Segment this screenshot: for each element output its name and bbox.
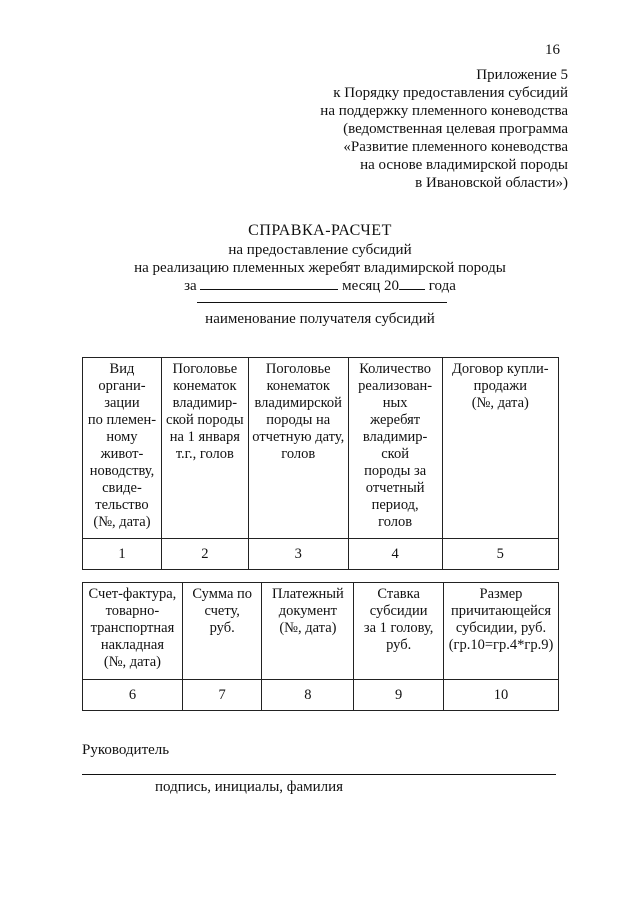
column-number-cell: 2 xyxy=(161,539,248,570)
signature-field[interactable] xyxy=(82,774,556,775)
period-line xyxy=(100,277,540,295)
column-number-cell: 7 xyxy=(182,680,262,711)
calculation-table-1 xyxy=(82,357,559,570)
table-header-cell: Ставка субсидии за 1 голову, руб. xyxy=(354,583,444,680)
table-header-cell: Сумма по счету, руб. xyxy=(182,583,262,680)
table-header-cell: Договор купли- продажи (№, дата) xyxy=(442,358,558,539)
appendix-line: на поддержку племенного коневодства xyxy=(320,103,568,119)
period-year-blank-field[interactable] xyxy=(399,277,425,290)
appendix-line: в Ивановской области») xyxy=(415,175,568,191)
table-header-cell: Количество реализован- ных жеребят владимир- ской породы за отчетный период, голов xyxy=(348,358,442,539)
table-header-row xyxy=(83,358,559,539)
period-blank-field[interactable] xyxy=(200,277,338,290)
column-number-cell: 3 xyxy=(248,539,348,570)
recipient-name-field[interactable] xyxy=(197,302,447,303)
document-title-block xyxy=(100,222,540,295)
appendix-line: на основе владимирской породы xyxy=(360,157,568,173)
column-number-cell: 5 xyxy=(442,539,558,570)
period-month: месяц 20 xyxy=(342,278,400,294)
table-header-cell: Поголовье конематок владимирской породы на отчетную дату, голов xyxy=(248,358,348,539)
table-header-cell: Платежный документ (№, дата) xyxy=(262,583,354,680)
column-number-cell: 9 xyxy=(354,680,444,711)
appendix-note xyxy=(248,66,568,192)
column-number-cell: 1 xyxy=(83,539,162,570)
column-number-cell: 8 xyxy=(262,680,354,711)
period-prefix: за xyxy=(184,278,197,294)
column-number-row xyxy=(83,680,559,711)
title-subline-2: на реализацию племенных жеребят владимирской породы xyxy=(134,260,506,276)
table-header-row xyxy=(83,583,559,680)
page-number: 16 xyxy=(545,42,560,58)
column-number-cell: 6 xyxy=(83,680,183,711)
column-number-cell: 10 xyxy=(444,680,559,711)
column-number-row xyxy=(83,539,559,570)
table-header-cell: Вид органи- зации по племен- ному живот- новодству, свиде- тельство (№, дата) xyxy=(83,358,162,539)
manager-label: Руководитель xyxy=(82,742,170,758)
signature-caption: подпись, инициалы, фамилия xyxy=(155,779,344,795)
table-header-cell: Счет-фактура, товарно- транспортная накладная (№, дата) xyxy=(83,583,183,680)
table-header-cell: Размер причитающейся субсидии, руб. (гр.10=гр.4*гр.9) xyxy=(444,583,559,680)
calculation-table-2 xyxy=(82,582,559,711)
document-title: СПРАВКА-РАСЧЕТ xyxy=(248,222,392,239)
appendix-line: к Порядку предоставления субсидий xyxy=(333,85,568,101)
table-header-cell: Поголовье конематок владимир- ской породы на 1 января т.г., голов xyxy=(161,358,248,539)
appendix-line: (ведомственная целевая программа xyxy=(343,121,568,137)
recipient-caption: наименование получателя субсидий xyxy=(205,311,435,327)
appendix-line: Приложение 5 xyxy=(476,67,568,83)
period-year: года xyxy=(428,278,456,294)
appendix-line: «Развитие племенного коневодства xyxy=(343,139,568,155)
title-subline-1: на предоставление субсидий xyxy=(228,242,412,258)
column-number-cell: 4 xyxy=(348,539,442,570)
